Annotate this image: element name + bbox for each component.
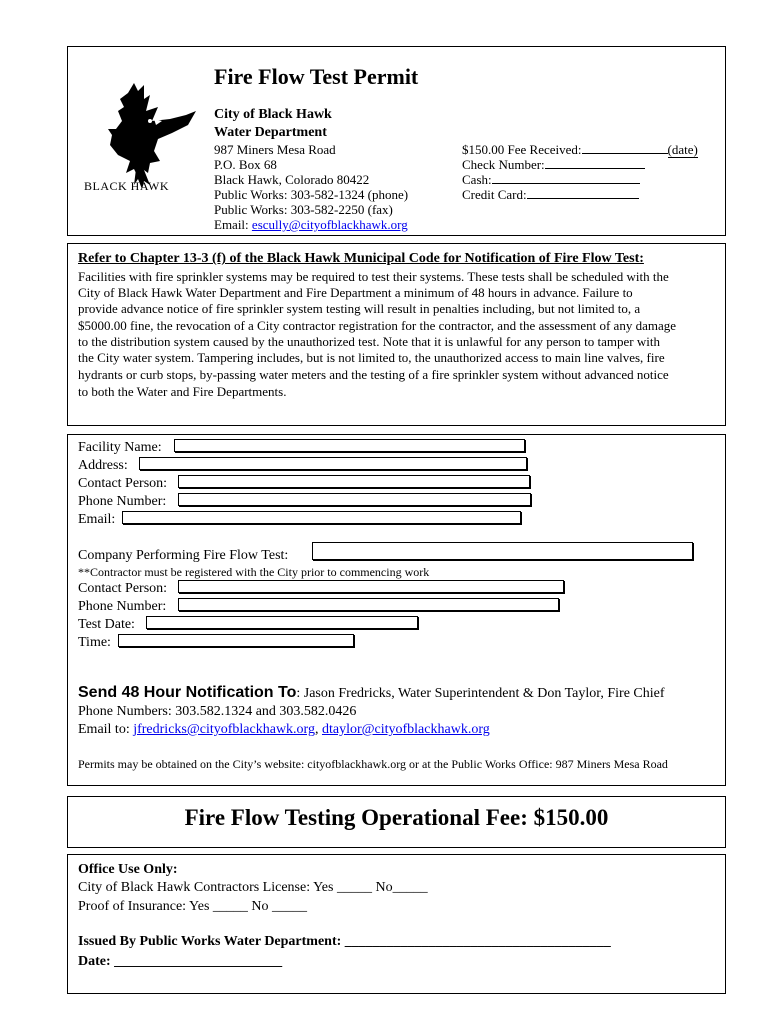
notification-email-line <box>78 722 490 738</box>
address-line: Black Hawk, Colorado 80422 <box>214 172 370 187</box>
phone-number-label: Phone Number: <box>78 494 167 509</box>
org-department: Water Department <box>214 125 327 140</box>
notification-line <box>78 684 665 702</box>
credit-card-label: Credit Card: <box>462 187 527 202</box>
credit-card-line <box>462 187 639 202</box>
fee-banner-text: Fire Flow Testing Operational Fee: $150.00 <box>184 805 609 830</box>
notification-phone-numbers: Phone Numbers: 303.582.1324 and 303.582.0426 <box>78 704 357 719</box>
permits-note: Permits may be obtained on the City’s website: cityofblackhawk.org or at the Public Works Office: 987 Miners Mesa Road <box>78 757 668 771</box>
email-input[interactable] <box>122 511 521 524</box>
phone-number-2-label: Phone Number: <box>78 599 167 614</box>
email-line <box>214 217 408 232</box>
address-line: 987 Miners Mesa Road <box>214 142 336 157</box>
office-use-section <box>67 854 726 994</box>
email-link-taylor[interactable]: dtaylor@cityofblackhawk.org <box>321 722 490 737</box>
phone-number-2-input[interactable] <box>178 598 559 611</box>
address-line: P.O. Box 68 <box>214 157 277 172</box>
office-use-heading: Office Use Only: <box>78 862 178 877</box>
header-section <box>67 46 726 236</box>
cash-line <box>462 172 640 187</box>
date-line: Date: ________________________ <box>78 954 283 969</box>
notice-text-line: provide advance notice of fire sprinkler system testing will result in penalties including, but not limited to, a <box>78 301 641 316</box>
page-title: Fire Flow Test Permit <box>214 64 419 89</box>
notification-recipients: : Jason Fredricks, Water Superintendent & Don Taylor, Fire Chief <box>296 686 665 701</box>
email-label: Email: <box>78 512 116 527</box>
contractor-note: **Contractor must be registered with the City prior to commencing work <box>78 565 430 579</box>
email-link-fredricks[interactable]: jfredricks@cityofblackhawk.org <box>133 722 315 737</box>
license-line: City of Black Hawk Contractors License: Yes _____ No_____ <box>78 880 428 895</box>
form-section <box>67 434 726 786</box>
cash-label: Cash: <box>462 172 492 187</box>
notice-heading: Refer to Chapter 13-3 (f) of the Black Hawk Municipal Code for Notification of Fire Flow Test: <box>78 251 644 266</box>
phone-number-input[interactable] <box>178 493 531 506</box>
facility-name-label: Facility Name: <box>78 440 162 455</box>
notification-heading: Send 48 Hour Notification To <box>78 684 297 701</box>
time-input[interactable] <box>118 634 354 647</box>
insurance-line: Proof of Insurance: Yes _____ No _____ <box>78 899 308 914</box>
issued-by-line: Issued By Public Works Water Department: ______________________________________ <box>78 934 611 949</box>
email-separator: , <box>314 722 319 737</box>
check-number-label: Check Number: <box>462 157 545 172</box>
address-line: Public Works: 303-582-1324 (phone) <box>214 187 409 202</box>
notice-text-line: to both the Water and Fire Departments. <box>78 384 287 399</box>
email-label: Email: <box>214 217 249 232</box>
logo-text: BLACK HAWK <box>84 179 170 193</box>
company-performing-label: Company Performing Fire Flow Test: <box>78 548 289 563</box>
email-to-label: Email to: <box>78 722 130 737</box>
facility-name-input[interactable] <box>174 439 525 452</box>
address-input[interactable] <box>139 457 527 470</box>
address-label: Address: <box>78 458 128 473</box>
check-number-line <box>462 157 645 172</box>
test-date-label: Test Date: <box>78 617 135 632</box>
time-label: Time: <box>78 635 111 650</box>
fee-date-label: (date) <box>667 142 698 157</box>
notice-text-line: the City water system. Tampering includes, but is not limited to, the unauthorized access to main line valves, fire <box>78 350 665 365</box>
company-performing-input[interactable] <box>312 542 693 560</box>
org-name: City of Black Hawk <box>214 107 332 122</box>
contact-person-2-input[interactable] <box>178 580 564 593</box>
contact-person-2-label: Contact Person: <box>78 581 168 596</box>
contact-person-input[interactable] <box>178 475 530 488</box>
contact-person-label: Contact Person: <box>78 476 168 491</box>
notice-section <box>67 243 726 426</box>
notice-text-line: to the distribution system caused by the unauthorized test. Note that it is unlawful for any person to tamper with <box>78 334 660 349</box>
notice-text-line: $5000.00 fine, the revocation of a City contractor registration for the contractor, and the assessment of any damage <box>78 318 676 333</box>
notice-text-line: Facilities with fire sprinkler systems may be required to test their systems. These tests shall be scheduled with the <box>78 269 669 284</box>
fee-received-label: $150.00 Fee Received: <box>462 142 582 157</box>
notice-text-line: City of Black Hawk Water Department and Fire Department a minimum of 48 hours in advance. Failure to <box>78 285 633 300</box>
contact-email-link[interactable]: escully@cityofblackhawk.org <box>251 217 408 232</box>
fee-received-line <box>462 142 698 157</box>
test-date-input[interactable] <box>146 616 418 629</box>
fee-banner-section <box>67 796 726 848</box>
address-line: Public Works: 303-582-2250 (fax) <box>214 202 393 217</box>
notice-text-line: hydrants or curb stops, by-passing water meters and the testing of a fire sprinkler system without advanced notice <box>78 367 669 382</box>
